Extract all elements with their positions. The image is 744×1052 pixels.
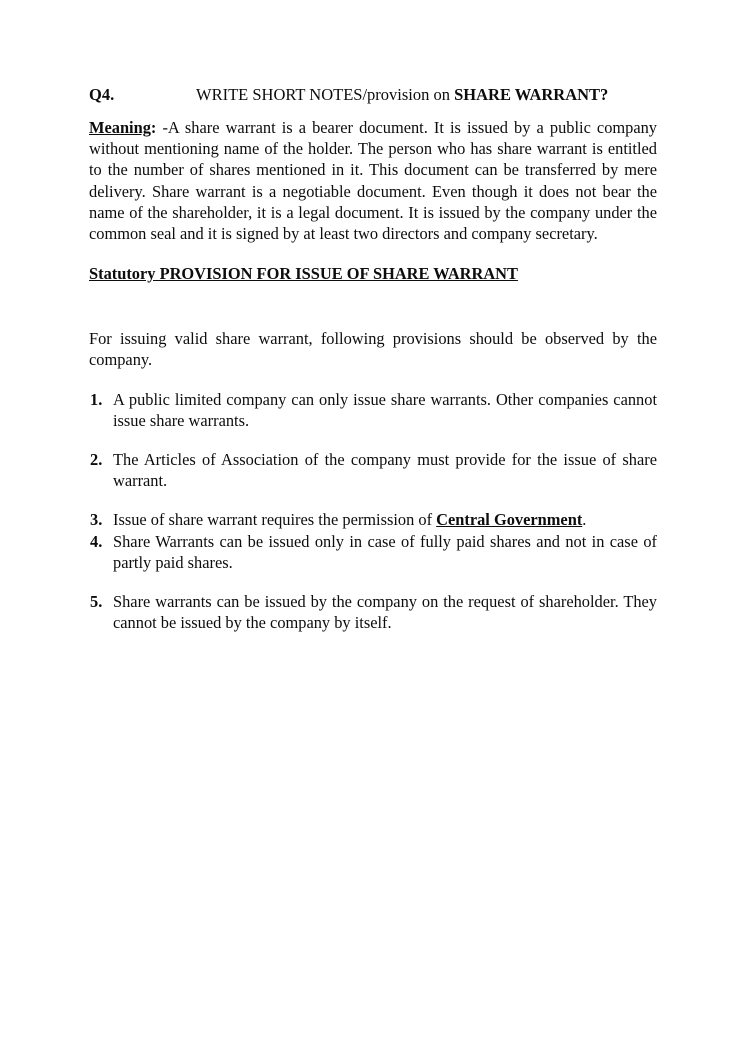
intro-paragraph: For issuing valid share warrant, following provisions should be observed by the company. bbox=[89, 329, 657, 370]
list-item bbox=[89, 449, 657, 491]
list-item-text-before-emphasis: Issue of share warrant requires the permission of bbox=[113, 510, 437, 530]
list-item-text: A public limited company can only issue share warrants. Other companies cannot issue share warrants. bbox=[113, 389, 657, 430]
question-subject-text: SHARE WARRANT? bbox=[454, 85, 609, 104]
page-title bbox=[89, 84, 657, 106]
list-item-text-after-emphasis: . bbox=[582, 510, 587, 530]
meaning-label-colon: : bbox=[150, 118, 157, 137]
question-instruction-text: WRITE SHORT NOTES/provision on bbox=[196, 85, 455, 104]
list-item-number: 1. bbox=[90, 389, 103, 409]
list-item bbox=[89, 389, 657, 431]
document-content bbox=[89, 84, 657, 633]
list-item-number: 5. bbox=[90, 592, 103, 612]
list-item-text: The Articles of Association of the company must provide for the issue of share warrant. bbox=[113, 450, 657, 491]
list-item-number: 3. bbox=[90, 510, 103, 530]
list-item-number: 2. bbox=[90, 450, 103, 470]
list-item-number: 4. bbox=[90, 531, 103, 551]
list-item-text: Share Warrants can be issued only in case of fully paid shares and not in case of partly paid shares. bbox=[113, 531, 657, 572]
meaning-label: Meaning bbox=[89, 118, 151, 137]
meaning-paragraph bbox=[89, 117, 657, 244]
question-number-label: Q4. bbox=[89, 85, 115, 104]
central-government-emphasis: Central Government bbox=[436, 510, 583, 530]
list-item bbox=[89, 591, 657, 633]
list-item-text: Share warrants can be issued by the company on the request of shareholder. They cannot be issued by the company by itself. bbox=[113, 592, 657, 633]
section-heading-statutory-provision: Statutory PROVISION FOR ISSUE OF SHARE WARRANT bbox=[89, 264, 518, 284]
list-item bbox=[89, 531, 657, 573]
meaning-body-text: -A share warrant is a bearer document. It is issued by a public company without mentioning name of the holder. The person who has share warrant is entitled to the number of shares mentioned in it. This document can be transferred by mere delivery. Share warrant is a negotiable document. Even though it does not bear the name of the shareholder, it is a legal document. It is issued by the company under the common seal and it is signed by at least two directors and company secretary. bbox=[89, 118, 657, 244]
list-item bbox=[89, 509, 657, 530]
provisions-list bbox=[89, 389, 657, 634]
